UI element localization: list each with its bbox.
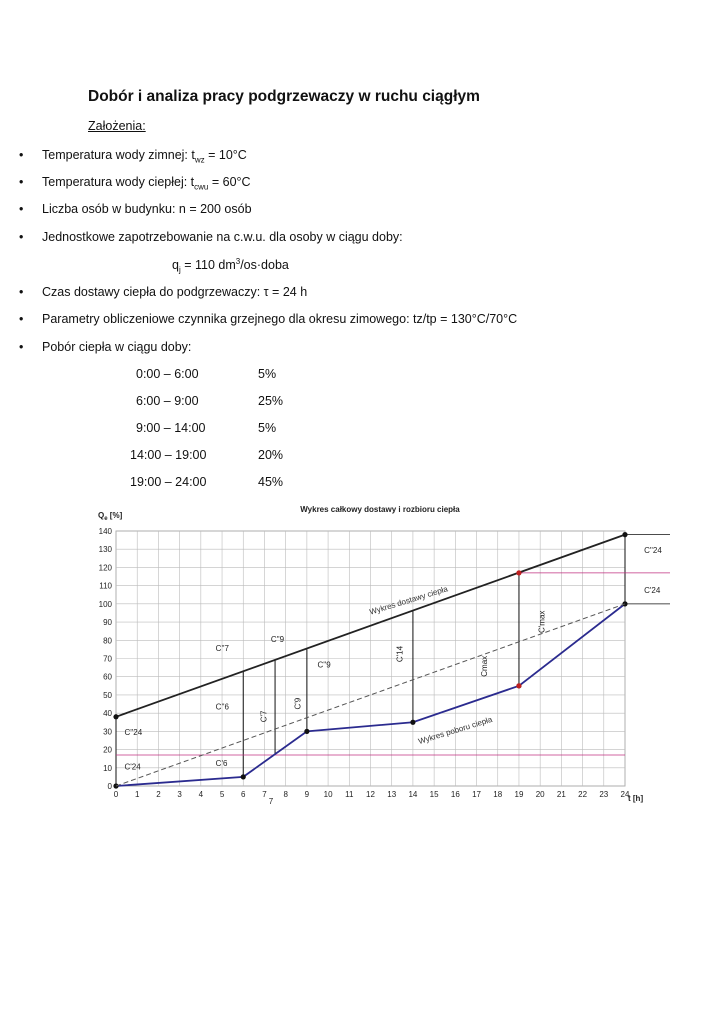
data-point [410, 720, 415, 725]
x-tick-label: 7 [262, 790, 267, 799]
bullet-text: Pobór ciepła w ciągu doby: [42, 340, 192, 354]
y-tick-label: 20 [103, 745, 112, 755]
y-axis-label-q: Q [98, 511, 105, 520]
x-tick-label: 23 [599, 790, 609, 799]
assumptions-heading: Założenia: [88, 119, 146, 133]
annotation-label: C''9 [317, 660, 331, 670]
data-point [622, 532, 627, 537]
y-tick-label: 140 [98, 527, 112, 536]
bullet-marker: • [19, 285, 24, 299]
x-tick-label: 22 [578, 790, 588, 799]
annotation-label: Cmax [480, 655, 490, 677]
annotation-label: C'6 [215, 758, 228, 768]
bullet-text: Czas dostawy ciepła do podgrzewaczy: τ = 24 h [42, 285, 308, 299]
y-tick-label: 100 [98, 599, 112, 609]
y-tick-label: 60 [103, 672, 112, 682]
schedule-range: 0:00 – 6:00 [136, 367, 199, 381]
y-axis-label [98, 511, 123, 522]
annotation-label: C''6 [215, 702, 229, 712]
schedule-pct: 25% [258, 394, 284, 408]
annotation-label: C'24 [124, 762, 141, 772]
series-label-delivery: Wykres dostawy ciepła [368, 584, 449, 617]
formula-value: = 110 dm [180, 258, 236, 273]
formula-unit: /os·doba [240, 258, 289, 273]
x-tick-label: 4 [198, 790, 204, 799]
x-tick-label: 5 [219, 790, 225, 799]
x-tick-label: 3 [177, 790, 182, 799]
y-tick-label: 0 [107, 782, 112, 791]
bullet-marker: • [19, 230, 24, 244]
x-tick-label: 17 [472, 790, 481, 799]
bullet-text: Temperatura wody ciepłej: t [42, 175, 195, 189]
x-axis-label: t [h] [628, 794, 644, 803]
y-tick-label: 90 [103, 618, 112, 628]
schedule-pct: 20% [258, 448, 284, 462]
bullet-marker: • [19, 312, 24, 326]
x-tick-label: 13 [387, 790, 397, 799]
bullet-marker: • [19, 340, 24, 354]
bullet-sub: wz [194, 155, 205, 165]
x-tick-label: 6 [241, 790, 246, 799]
schedule-range: 19:00 – 24:00 [130, 475, 207, 489]
schedule-range: 14:00 – 19:00 [130, 448, 207, 462]
y-tick-label: 30 [103, 727, 112, 737]
x-tick-label: 20 [535, 790, 545, 799]
x-tick-label: 11 [345, 790, 354, 799]
y-tick-label: 40 [103, 709, 112, 719]
x-tick-label: 0 [113, 790, 119, 799]
bullet-text: Jednostkowe zapotrzebowanie na c.w.u. dla osoby w ciągu doby: [42, 230, 403, 244]
x-tick-label: 19 [514, 790, 524, 799]
bullet-sub: cwu [194, 182, 209, 192]
chart-title: Wykres całkowy dostawy i rozbioru ciepła [300, 505, 460, 514]
annotation-label: C'24 [644, 585, 661, 595]
formula-sub: j [178, 265, 181, 275]
y-tick-label: 120 [98, 563, 112, 573]
data-point [241, 774, 246, 779]
bullet-text: Temperatura wody zimnej: t [42, 148, 195, 162]
x-tick-label: 9 [304, 790, 310, 799]
y-axis-label-unit: [%] [107, 511, 123, 520]
x-tick-label: 16 [450, 790, 460, 799]
x-tick-label: 10 [323, 790, 333, 799]
data-point-red [516, 570, 521, 575]
x-tick-label: 1 [134, 790, 140, 799]
annotation-label: C'max [537, 610, 547, 633]
annotation-label: 7 [268, 797, 274, 807]
annotation-label: C''7 [215, 644, 229, 654]
schedule-pct: 5% [258, 421, 277, 435]
bullet-rest: = 60°C [208, 175, 251, 189]
x-tick-label: 24 [620, 790, 630, 799]
data-point [113, 714, 118, 719]
x-tick-label: 15 [429, 790, 439, 799]
heat-integral-chart [90, 498, 670, 818]
schedule-pct: 45% [258, 475, 284, 489]
x-tick-label: 2 [156, 790, 161, 799]
y-tick-label: 70 [103, 654, 112, 664]
annotation-label: C'9 [293, 697, 303, 710]
y-tick-label: 50 [103, 690, 112, 700]
y-tick-label: 130 [98, 545, 112, 555]
bullet-text: Liczba osób w budynku: n = 200 osób [42, 202, 252, 216]
bullet-text: Parametry obliczeniowe czynnika grzejnego dla okresu zimowego: tz/tp = 130°C/70°C [42, 312, 518, 326]
annotation-label: C''24 [644, 545, 662, 555]
x-tick-label: 14 [408, 790, 418, 799]
annotation-label: C'7 [259, 710, 269, 723]
bullet-marker: • [19, 202, 24, 216]
annotation-label: C''9 [270, 635, 285, 645]
schedule-range: 6:00 – 9:00 [136, 394, 199, 408]
y-tick-label: 110 [99, 581, 112, 591]
schedule-range: 9:00 – 14:00 [136, 421, 206, 435]
schedule-pct: 5% [258, 367, 277, 381]
x-tick-label: 21 [556, 790, 566, 799]
y-tick-label: 10 [103, 763, 112, 773]
demand-formula [172, 257, 289, 275]
bullet-rest: = 10°C [204, 148, 247, 162]
formula-sup: 3 [235, 257, 241, 266]
page-title: Dobór i analiza pracy podgrzewaczy w ruchu ciągłym [88, 88, 480, 105]
x-tick-label: 8 [283, 790, 288, 799]
x-tick-label: 18 [493, 790, 503, 799]
series-label-consumption: Wykres poboru ciepła [417, 714, 494, 747]
x-tick-label: 12 [366, 790, 375, 799]
annotation-label: C''24 [124, 728, 143, 737]
formula-q: q [172, 258, 179, 273]
y-axis-label-sub: e [104, 516, 108, 522]
chart-grid [116, 531, 625, 786]
data-point [304, 729, 309, 734]
annotation-label: C'14 [395, 645, 405, 663]
bullet-marker: • [19, 175, 24, 189]
y-tick-label: 80 [103, 636, 112, 646]
data-point-red [516, 683, 521, 688]
bullet-marker: • [19, 148, 24, 162]
